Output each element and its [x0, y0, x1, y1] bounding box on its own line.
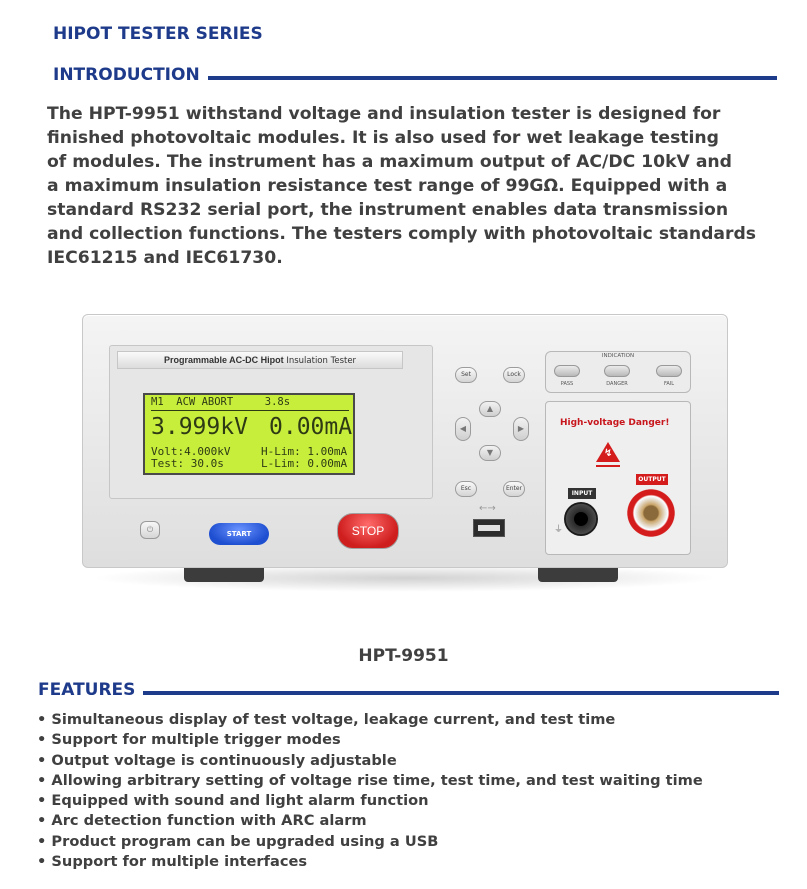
feature-item: • Equipped with sound and light alarm function [37, 791, 703, 811]
introduction-heading [53, 65, 777, 85]
stop-button: STOP [337, 513, 399, 549]
series-title: HIPOT TESTER SERIES [53, 24, 263, 44]
danger-label: DANGER [606, 381, 628, 387]
up-arrow-icon: ▲ [479, 401, 501, 417]
lcd-status-line: M1 ACW ABORT 3.8s [151, 396, 291, 408]
danger-lamp [604, 365, 630, 377]
feature-item: • Allowing arbitrary setting of voltage rise time, test time, and test waiting time [37, 771, 703, 791]
lightning-icon: ↯ [604, 448, 613, 459]
input-label: INPUT [568, 488, 596, 499]
high-voltage-panel [545, 401, 691, 555]
lcd-high-limit: H-Lim: 1.00mA [261, 445, 348, 458]
right-arrow-icon: ▶ [513, 417, 529, 441]
start-button: START [209, 523, 269, 545]
intro-line: finished photovoltaic modules. It is also used for wet leakage testing [47, 128, 719, 148]
features-list [37, 710, 703, 872]
feature-item: • Product program can be upgraded using a USB [37, 832, 703, 852]
enter-key: Enter [503, 481, 525, 497]
high-voltage-warning: High-voltage Danger! [560, 418, 670, 428]
esc-key: Esc [455, 481, 477, 497]
model-name: HPT-9951 [358, 646, 449, 666]
indication-panel [545, 351, 691, 393]
device-label-rest: Insulation Tester [283, 356, 357, 366]
feature-item: • Support for multiple trigger modes [37, 730, 703, 750]
intro-line: a maximum insulation resistance test range of 99GΩ. Equipped with a [47, 176, 728, 196]
intro-line: IEC61215 and IEC61730. [47, 248, 283, 268]
power-icon: ⏻ [140, 521, 160, 539]
lcd-volt-setting: Volt:4.000kV [151, 445, 231, 458]
intro-line: The HPT-9951 withstand voltage and insulation tester is designed for [47, 104, 721, 124]
set-key: Set [455, 367, 477, 383]
device-label-bold: Programmable AC-DC Hipot [163, 355, 284, 365]
lcd-low-limit: L-Lim: 0.00mA [261, 457, 348, 470]
pass-label: PASS [560, 381, 574, 387]
indication-title: INDICATION [601, 353, 635, 359]
lcd-current-reading: 0.00mA [269, 414, 353, 440]
product-image [82, 314, 728, 587]
device-label [117, 351, 403, 369]
output-label: OUTPUT [636, 474, 668, 485]
feature-item: • Simultaneous display of test voltage, leakage current, and test time [37, 710, 703, 730]
feature-item: • Output voltage is continuously adjustable [37, 751, 703, 771]
output-jack [626, 488, 676, 538]
fail-label: FAIL [663, 381, 675, 387]
device-front-panel [82, 314, 728, 568]
warning-underline [596, 465, 620, 467]
usb-icon: ←→ [479, 503, 496, 514]
input-jack [564, 502, 598, 536]
left-arrow-icon: ◀ [455, 417, 471, 441]
features-divider [143, 691, 779, 695]
lcd-voltage-reading: 3.999kV [151, 414, 248, 440]
fail-lamp [656, 365, 682, 377]
pass-lamp [554, 365, 580, 377]
feature-item: • Support for multiple interfaces [37, 852, 703, 872]
intro-line: and collection functions. The testers comply with photovoltaic standards [47, 224, 757, 244]
lcd-underline [151, 410, 349, 411]
feature-item: • Arc detection function with ARC alarm [37, 811, 703, 831]
lcd-test-time: Test: 30.0s [151, 457, 224, 470]
features-heading-label: FEATURES [38, 680, 136, 700]
intro-line: standard RS232 serial port, the instrument enables data transmission [47, 200, 729, 220]
introduction-paragraph [47, 102, 762, 270]
down-arrow-icon: ▼ [479, 445, 501, 461]
introduction-heading-label: INTRODUCTION [53, 65, 200, 85]
intro-line: of modules. The instrument has a maximum output of AC/DC 10kV and [47, 152, 732, 172]
ground-icon: ⏚ [554, 525, 564, 535]
lock-key: Lock [503, 367, 525, 383]
introduction-divider [208, 76, 777, 80]
lcd-display [143, 393, 355, 475]
features-heading [38, 680, 779, 700]
usb-port [473, 519, 505, 537]
